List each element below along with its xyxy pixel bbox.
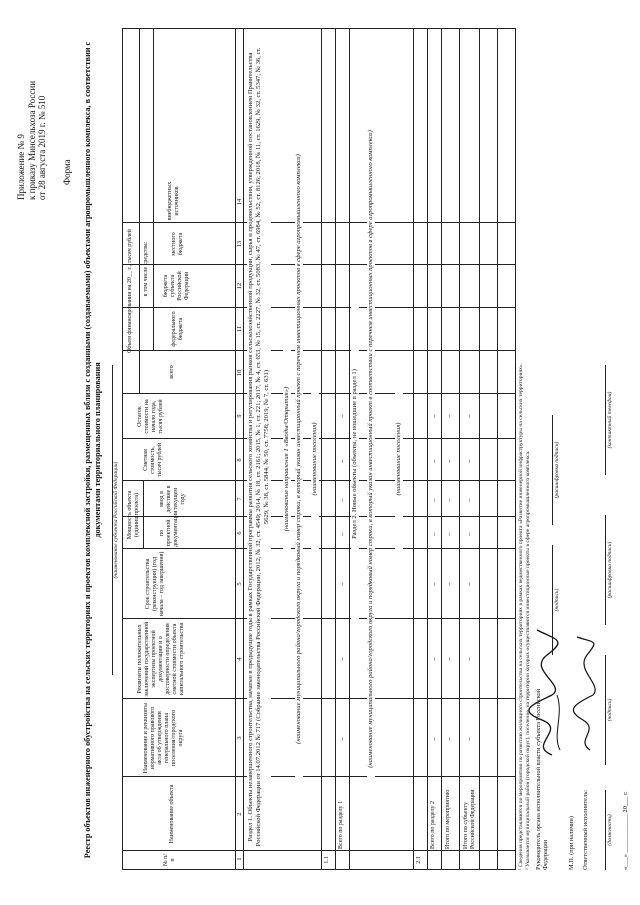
section-2-settlement-caption: (наименование поселения) [395, 369, 403, 549]
col-term-header: Срок строительства (реконструкции) (год начала – год завершения) [145, 551, 165, 617]
event-total-label: Итого по мероприятию [445, 789, 451, 849]
dash: – [445, 532, 453, 536]
col-regional-header: бюджета субъекта Российской Федерации [163, 271, 190, 301]
col-object-name-header: Наименование объекта [169, 784, 175, 844]
dash: – [338, 582, 346, 586]
date-line: «___» ____________ 20___ г. [622, 791, 629, 870]
registry-table [122, 28, 516, 870]
col-number-1: 1 [236, 857, 243, 861]
dash: – [430, 737, 438, 741]
dash: – [430, 582, 438, 586]
col-number-2: 2 [236, 812, 243, 816]
col-number-14: 14 [236, 198, 243, 206]
section-1-title: Раздел 1. Объекты незавершенного строительства, начатые в предыдущие годы в рамках Государственной программы развития сельского хозяйства и регулирования рынков сельскохозяйственной продукции, сырья и продовольствия, утвержденной постановлением Правительства Российской Федерации от 14.07.2012 № 717 (Собрание законодательства Российской Федерации, 2012, № 32, ст. 4549; 2014, № 18, ст. 2161; 2015, № 1, ст. 221; 2017, № 4, ст. 653, № 15, ст. 2227, № 32, ст. 5083, № 47, ст. 6984, № 52, ст. 8126; 2018, № 11, ст. 1629, № 32, ст. 5347, № 36, ст. 5629, № 38, ст. 5844, № 50, ст. 7758; 2019, № 7, ст. 631) [247, 47, 270, 847]
col-cost-header: Сметная стоимость, тысяч рублей [143, 442, 163, 478]
head-decode-caption: (расшифровка подписи) [554, 441, 560, 499]
executor-signature-caption: (подпись) [607, 698, 613, 722]
dash: – [465, 459, 473, 463]
dash: – [465, 532, 473, 536]
dash: – [465, 498, 473, 502]
col-remaining-header: Остаток стоимости на начало года, тысяч рублей [137, 399, 164, 434]
dash: – [465, 414, 473, 418]
executor-label: Ответственный исполнитель: [582, 789, 589, 870]
section-1-total-label: Всего по разделу 1 [338, 800, 344, 849]
executor-decode-caption: (расшифровка подписи) [607, 541, 613, 599]
form-label: Форма [62, 159, 72, 185]
col-expertise-header: Реквизиты положительных заключений государственной экспертизы проектной документации и о достоверности определения сметной стоимости объекта капитального строительства [137, 621, 185, 697]
head-decode-line[interactable] [552, 415, 553, 525]
col-act-name-header: Наименование и реквизиты нормативного правового акта об утверждении генерального плана поселения/городского округа [143, 702, 184, 774]
col-capacity-doc-header: по проектной документации [159, 510, 179, 547]
head-label: Руководитель органа исполнительной власти субъекта Российской Федерации [535, 688, 550, 870]
subject-name-caption: (наименование субъекта Российской Федерации) [113, 461, 119, 579]
dash: – [430, 532, 438, 536]
col-number-13: 13 [236, 240, 243, 248]
col-number-8: 8 [236, 458, 243, 462]
col-num-header: № п/п [163, 853, 176, 867]
dash: – [430, 414, 438, 418]
row-1-1-number: 1.1 [324, 856, 330, 864]
col-number-6: 6 [236, 531, 243, 535]
dash: – [445, 414, 453, 418]
col-local-header: местного бюджета [171, 232, 184, 256]
appendix-number: Приложение № 9 [16, 134, 26, 200]
section-2-title: Раздел 2. Новые объекты (объекты, не вошедшие в раздел 1) [351, 289, 359, 619]
col-number-4: 4 [236, 657, 243, 661]
section-1-municipal-caption: (наименование муниципального района/городского округа и порядковый номер строки, в который указан инвестиционный проект с перечнем инвестиционных проектов в сфере агропромышленного комплекса) [295, 59, 303, 839]
direction-caption: (наименование направления 1 «Вводы/Открытия») [283, 349, 291, 569]
col-funding-header: Объем финансирования на 20__ г., тысяч рублей [127, 229, 133, 353]
col-number-5: 5 [236, 582, 243, 586]
col-federal-header: федерального бюджета [171, 311, 184, 347]
dash: – [338, 459, 346, 463]
dash: – [338, 657, 346, 661]
col-total-header: всего [169, 365, 175, 379]
executor-decode-line[interactable] [605, 515, 606, 625]
dash: – [445, 459, 453, 463]
dash: – [465, 657, 473, 661]
col-number-3: 3 [236, 736, 243, 740]
dash: – [445, 582, 453, 586]
handwritten-signature-2 [565, 635, 605, 755]
dash: – [430, 459, 438, 463]
appendix-header [16, 10, 48, 200]
footnote-1: ¹ Сведения представляются по мероприятию по развитию жилищного строительства на сельских территориях в рамках ведомственного проекта «Развитие инженерной инфраструктуры на сельских территориях». [518, 362, 524, 870]
dash: – [430, 498, 438, 502]
col-including-header: в том числе средства: [143, 241, 149, 297]
subject-name-line[interactable] [103, 365, 113, 675]
col-capacity-current-header: ввод в действие в текущем году [159, 485, 186, 513]
section-1-settlement-caption: (наименование поселения) [311, 369, 319, 549]
col-number-7: 7 [236, 497, 243, 501]
dash: – [338, 737, 346, 741]
col-extra-header: внебюджетных источников [167, 181, 180, 221]
dash: – [338, 414, 346, 418]
dash: – [430, 657, 438, 661]
dash: – [465, 582, 473, 586]
dash: – [445, 737, 453, 741]
document-title: Реестр объектов инженерного обустройства на сельских территориях и проектов комплексной застройки, размещенных вблизи с созданными (создаваемыми) объектами агропромышленного комплекса, в соответствии с документами территориального планирования [83, 41, 102, 859]
col-number-10: 10 [236, 369, 243, 377]
section-2-municipal-caption: (наименование муниципального района/городского округа и порядковый номер строки, в который указан инвестиционный проект в соответствии с перечнем инвестиционных проектов в сфере агропромышленного комплекса) [367, 59, 375, 839]
position-caption: (должность) [607, 814, 613, 846]
col-number-9: 9 [236, 414, 243, 418]
stamp-label: М.П. (при наличии) [568, 816, 575, 870]
dash: – [445, 657, 453, 661]
dash: – [445, 498, 453, 502]
head-signature-caption: (подпись) [554, 588, 560, 612]
dash: – [338, 532, 346, 536]
col-number-12: 12 [236, 282, 243, 290]
position-line[interactable] [605, 790, 606, 870]
order-reference: к приказу Минсельхоза России [26, 80, 37, 200]
footnote-2: ² Указывается муниципальный район (городской округ), поселение, на территории которых осуществляются инвестиционные проекты в сфере агропромышленного комплекса. [525, 450, 531, 870]
row-2-1-number: 2.1 [416, 856, 422, 864]
executor-signature-line[interactable] [605, 655, 606, 765]
phone-caption: (контактный телефон) [607, 391, 613, 449]
col-capacity-header: Мощность объекта (единиц проекта) [127, 490, 140, 540]
dash: – [465, 737, 473, 741]
phone-line[interactable] [605, 365, 606, 475]
subject-total-label: Итого по субъекту Российской Федерации [463, 789, 476, 849]
order-date: от 28 августа 2019 г. № 510 [37, 95, 47, 200]
dash: – [338, 498, 346, 502]
section-2-total-label: Всего по разделу 2 [430, 800, 436, 849]
col-number-11: 11 [236, 325, 243, 333]
